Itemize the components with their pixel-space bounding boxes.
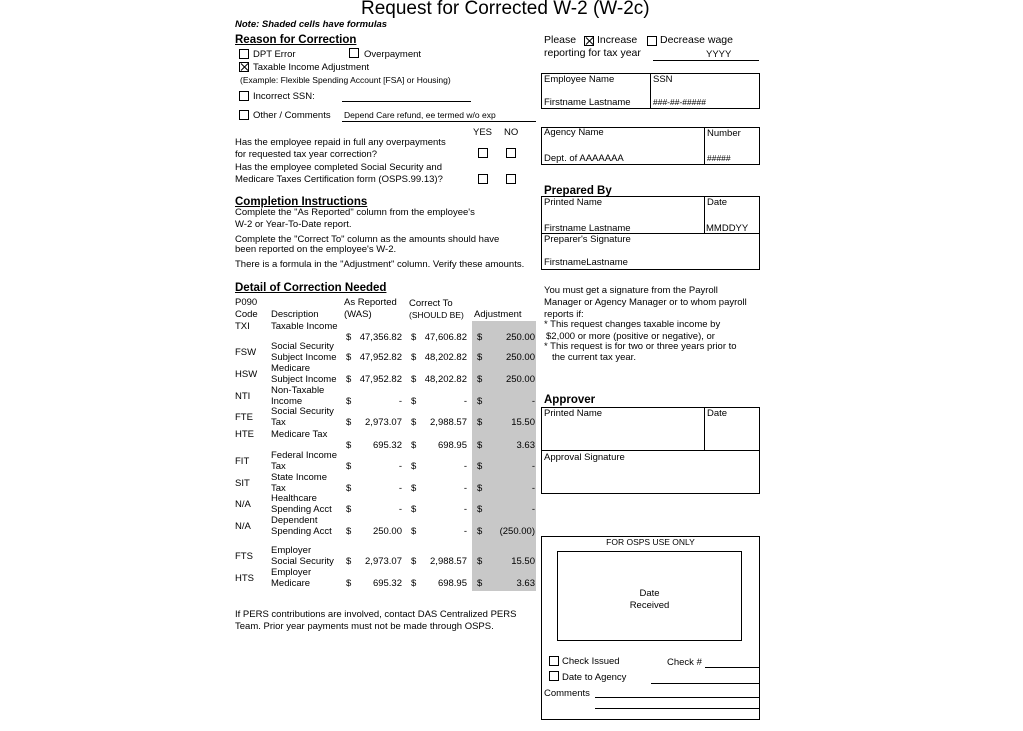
row-code: HTS — [235, 573, 254, 584]
row-description-2: Spending Acct — [271, 504, 332, 515]
decrease-label: Decrease wage — [660, 34, 733, 46]
reason-heading: Reason for Correction — [235, 34, 357, 46]
agency-name-value[interactable]: Dept. of AAAAAAA — [544, 153, 624, 164]
row-correct-to-value[interactable]: 48,202.82 — [424, 374, 467, 385]
other-label: Other / Comments — [253, 110, 331, 121]
question-cert-line1: Has the employee completed Social Security and — [235, 162, 443, 173]
row-as-reported-dollar: $ — [346, 526, 352, 537]
row-code: NTI — [235, 391, 251, 402]
prepared-printed-name-label: Printed Name — [544, 197, 603, 208]
row-as-reported-value[interactable]: - — [398, 461, 402, 472]
dpt-error-checkbox[interactable] — [239, 49, 249, 59]
row-correct-to-value[interactable]: - — [463, 461, 467, 472]
col-was: (WAS) — [344, 309, 372, 320]
row-description-1: Medicare Tax — [271, 429, 328, 440]
row-as-reported-dollar: $ — [346, 374, 352, 385]
increase-checkbox[interactable] — [584, 36, 594, 46]
prepared-date-label: Date — [707, 197, 728, 208]
row-correct-to-dollar: $ — [411, 440, 417, 451]
row-description-2: Income — [271, 396, 303, 407]
row-correct-to-dollar: $ — [411, 504, 417, 515]
employee-name-label: Employee Name — [544, 74, 615, 85]
row-as-reported-dollar: $ — [346, 504, 352, 515]
ssn-label: SSN — [653, 74, 673, 85]
dpt-error-label: DPT Error — [253, 49, 296, 60]
row-description-2: Spending Acct — [271, 526, 332, 537]
row-as-reported-value[interactable]: 47,952.82 — [359, 374, 402, 385]
row-adjustment-value[interactable]: - — [531, 483, 535, 494]
row-description-1: Federal Income — [271, 450, 338, 461]
comments-label: Comments — [544, 688, 590, 699]
row-adjustment-value[interactable]: 15.50 — [511, 417, 535, 428]
row-code: FTS — [235, 551, 253, 562]
approver-divider — [704, 407, 705, 451]
row-adjustment-dollar: $ — [477, 417, 483, 428]
row-correct-to-dollar: $ — [411, 352, 417, 363]
row-adjustment-dollar: $ — [477, 461, 483, 472]
row-correct-to-dollar: $ — [411, 461, 417, 472]
example-text: (Example: Flexible Spending Account [FSA] or Housing) — [240, 75, 451, 85]
row-correct-to-dollar: $ — [411, 332, 417, 343]
check-issued-checkbox[interactable] — [549, 656, 559, 666]
preparer-signature-value[interactable]: FirstnameLastname — [544, 257, 628, 268]
incorrect-ssn-label: Incorrect SSN: — [253, 91, 315, 102]
row-code: N/A — [235, 499, 251, 510]
check-number-field[interactable] — [705, 667, 759, 668]
completion-line3: Complete the "Correct To" column as the amounts should have — [235, 234, 500, 245]
row-adjustment-value[interactable]: 250.00 — [505, 332, 535, 343]
row-description-2: Subject Income — [271, 374, 337, 385]
row-adjustment-dollar: $ — [477, 396, 483, 407]
completion-line2: W-2 or Year-To-Date report. — [235, 219, 352, 230]
col-code: Code — [235, 309, 258, 320]
prepared-name-value[interactable]: Firstname Lastname — [544, 223, 631, 234]
row-adjustment-value[interactable]: - — [531, 504, 535, 515]
row-as-reported-value[interactable]: - — [398, 396, 402, 407]
q2-no-checkbox[interactable] — [506, 174, 516, 184]
row-code: HSW — [235, 369, 258, 380]
row-adjustment-dollar: $ — [477, 526, 483, 537]
employee-name-value[interactable]: Firstname Lastname — [544, 97, 631, 108]
other-checkbox[interactable] — [239, 110, 249, 120]
row-description-1: Medicare — [271, 363, 311, 374]
col-correct-to: Correct To — [409, 298, 453, 309]
row-correct-to-value[interactable]: - — [463, 396, 467, 407]
row-code: SIT — [235, 478, 250, 489]
row-correct-to-dollar: $ — [411, 374, 417, 385]
ssn-value[interactable]: ###-##-##### — [653, 97, 706, 107]
row-adjustment-dollar: $ — [477, 483, 483, 494]
employee-divider — [650, 73, 651, 109]
signature-note-3: reports if: — [544, 309, 584, 320]
row-code: TXI — [235, 321, 250, 332]
date-received-label-2: Received — [629, 600, 670, 611]
row-description-2: Subject Income — [271, 352, 337, 363]
row-description-1: Employer — [271, 567, 312, 578]
taxable-income-adj-label: Taxable Income Adjustment — [253, 62, 370, 73]
col-description: Description — [271, 309, 319, 320]
date-to-agency-label: Date to Agency — [562, 672, 627, 683]
row-as-reported-value[interactable]: 695.32 — [372, 440, 402, 451]
row-adjustment-dollar: $ — [477, 440, 483, 451]
detail-heading: Detail of Correction Needed — [235, 282, 387, 294]
row-adjustment-value[interactable]: (250.00) — [499, 526, 535, 537]
check-issued-label: Check Issued — [562, 656, 620, 667]
row-correct-to-dollar: $ — [411, 417, 417, 428]
signature-note-7: the current tax year. — [552, 352, 636, 363]
row-as-reported-dollar: $ — [346, 578, 352, 589]
row-as-reported-dollar: $ — [346, 396, 352, 407]
signature-note-6: * This request is for two or three years prior to — [544, 341, 737, 352]
row-description-1: Social Security — [271, 341, 334, 352]
pers-note-line2: Team. Prior year payments must not be made through OSPS. — [235, 621, 494, 632]
row-as-reported-value[interactable]: 695.32 — [372, 578, 402, 589]
date-received-label-1: Date — [639, 588, 660, 599]
overpayment-label: Overpayment — [364, 49, 422, 60]
increase-label: Increase — [597, 34, 638, 46]
check-number-label: Check # — [667, 657, 702, 668]
row-adjustment-value[interactable]: 3.63 — [516, 440, 535, 451]
preparer-signature-label: Preparer's Signature — [544, 234, 631, 245]
completion-line4: been reported on the employee's W-2. — [235, 244, 397, 255]
prepared-by-heading: Prepared By — [544, 185, 612, 197]
row-as-reported-dollar: $ — [346, 417, 352, 428]
row-adjustment-dollar: $ — [477, 374, 483, 385]
col-as-reported: As Reported — [344, 297, 397, 308]
agency-divider — [704, 127, 705, 165]
row-description-1: State Income — [271, 472, 327, 483]
row-correct-to-dollar: $ — [411, 483, 417, 494]
signature-note-1: You must get a signature from the Payroll — [544, 285, 718, 296]
approval-signature-label: Approval Signature — [544, 452, 625, 463]
row-correct-to-dollar: $ — [411, 556, 417, 567]
row-adjustment-value[interactable]: 3.63 — [516, 578, 535, 589]
row-adjustment-value[interactable]: 250.00 — [505, 374, 535, 385]
date-to-agency-field[interactable] — [651, 683, 759, 684]
prepared-date-value[interactable]: MMDDYY — [706, 223, 749, 234]
completion-line1: Complete the "As Reported" column from the employee's — [235, 207, 475, 218]
row-code: FSW — [235, 347, 257, 358]
row-correct-to-value[interactable]: - — [463, 504, 467, 515]
row-correct-to-dollar: $ — [411, 578, 417, 589]
other-comments-value[interactable]: Depend Care refund, ee termed w/o exp — [344, 110, 496, 120]
question-repaid-line1: Has the employee repaid in full any overpayments — [235, 137, 446, 148]
approver-date-label: Date — [707, 408, 728, 419]
row-as-reported-dollar: $ — [346, 440, 352, 451]
row-description-2: Social Security — [271, 556, 334, 567]
incorrect-ssn-field[interactable] — [342, 101, 471, 102]
prepared-divider — [704, 196, 705, 234]
please-label: Please — [544, 34, 577, 46]
row-as-reported-dollar: $ — [346, 483, 352, 494]
signature-note-4: * This request changes taxable income by — [544, 319, 721, 330]
row-adjustment-value[interactable]: 15.50 — [511, 556, 535, 567]
pers-note-line1: If PERS contributions are involved, contact DAS Centralized PERS — [235, 609, 517, 620]
q1-yes-checkbox[interactable] — [478, 148, 488, 158]
row-description-1: Non-Taxable — [271, 385, 325, 396]
row-adjustment-dollar: $ — [477, 578, 483, 589]
shaded-note: Note: Shaded cells have formulas — [235, 19, 388, 30]
row-as-reported-dollar: $ — [346, 556, 352, 567]
overpayment-checkbox[interactable] — [349, 48, 359, 58]
col-p090: P090 — [235, 297, 258, 308]
row-correct-to-value[interactable]: 48,202.82 — [424, 352, 467, 363]
col-should-be: (SHOULD BE) — [409, 310, 464, 320]
row-correct-to-value[interactable]: 2,988.57 — [430, 556, 467, 567]
row-as-reported-value[interactable]: 2,973.07 — [365, 417, 402, 428]
row-code: FIT — [235, 456, 250, 467]
tax-year-line — [653, 60, 759, 61]
row-adjustment-value[interactable]: 250.00 — [505, 352, 535, 363]
row-as-reported-value[interactable]: 47,356.82 — [359, 332, 402, 343]
row-as-reported-value[interactable]: 2,973.07 — [365, 556, 402, 567]
row-correct-to-value[interactable]: - — [463, 526, 467, 537]
signature-note-5: $2,000 or more (positive or negative), or — [546, 331, 715, 342]
q2-yes-checkbox[interactable] — [478, 174, 488, 184]
approver-hline — [541, 450, 760, 451]
row-adjustment-dollar: $ — [477, 332, 483, 343]
row-correct-to-dollar: $ — [411, 526, 417, 537]
row-description-1: Dependent — [271, 515, 318, 526]
row-as-reported-dollar: $ — [346, 352, 352, 363]
row-description-1: Taxable Income — [271, 321, 338, 332]
row-adjustment-value[interactable]: - — [531, 461, 535, 472]
yes-header: YES — [473, 127, 493, 138]
no-header: NO — [504, 127, 519, 138]
completion-line5: There is a formula in the "Adjustment" column. Verify these amounts. — [235, 259, 525, 270]
row-description-1: Social Security — [271, 406, 334, 417]
row-as-reported-dollar: $ — [346, 461, 352, 472]
row-as-reported-value[interactable]: 47,952.82 — [359, 352, 402, 363]
row-as-reported-value[interactable]: 250.00 — [372, 526, 402, 537]
row-description-1: Healthcare — [271, 493, 317, 504]
completion-heading: Completion Instructions — [235, 196, 368, 208]
q1-no-checkbox[interactable] — [506, 148, 516, 158]
other-comments-line — [342, 121, 536, 122]
row-code: HTE — [235, 429, 254, 440]
row-as-reported-value[interactable]: - — [398, 504, 402, 515]
date-to-agency-checkbox[interactable] — [549, 671, 559, 681]
row-description-2: Tax — [271, 417, 286, 428]
row-description-1: Employer — [271, 545, 312, 556]
row-adjustment-dollar: $ — [477, 504, 483, 515]
row-as-reported-dollar: $ — [346, 332, 352, 343]
row-correct-to-value[interactable]: 47,606.82 — [424, 332, 467, 343]
osps-label: FOR OSPS USE ONLY — [606, 537, 695, 547]
approver-printed-name-label: Printed Name — [544, 408, 603, 419]
row-description-2: Tax — [271, 461, 286, 472]
number-value[interactable]: ##### — [707, 153, 731, 163]
number-label: Number — [707, 128, 741, 139]
row-correct-to-value[interactable]: 2,988.57 — [430, 417, 467, 428]
tax-year-value[interactable]: YYYY — [706, 49, 732, 60]
col-adjustment: Adjustment — [474, 309, 522, 320]
taxable-income-adj-checkbox[interactable] — [239, 62, 249, 72]
row-correct-to-dollar: $ — [411, 396, 417, 407]
decrease-checkbox[interactable] — [647, 36, 657, 46]
question-repaid-line2: for requested tax year correction? — [235, 149, 378, 160]
row-adjustment-dollar: $ — [477, 556, 483, 567]
row-description-2: Medicare — [271, 578, 311, 589]
reporting-label: reporting for tax year — [544, 47, 641, 59]
incorrect-ssn-checkbox[interactable] — [239, 91, 249, 101]
row-code: FTE — [235, 412, 253, 423]
question-cert-line2: Medicare Taxes Certification form (OSPS.99.13)? — [235, 174, 443, 185]
row-correct-to-value[interactable]: 698.95 — [437, 578, 467, 589]
agency-name-label: Agency Name — [544, 127, 604, 138]
row-correct-to-value[interactable]: 698.95 — [437, 440, 467, 451]
row-adjustment-value[interactable]: - — [531, 396, 535, 407]
signature-note-2: Manager or Agency Manager or to whom payroll — [544, 297, 747, 308]
row-code: N/A — [235, 521, 251, 532]
row-correct-to-value[interactable]: - — [463, 483, 467, 494]
comments-field-1[interactable] — [595, 697, 759, 698]
row-as-reported-value[interactable]: - — [398, 483, 402, 494]
row-description-2: Tax — [271, 483, 286, 494]
comments-field-2[interactable] — [595, 708, 759, 709]
approver-heading: Approver — [544, 394, 596, 406]
row-adjustment-dollar: $ — [477, 352, 483, 363]
page-title: Request for Corrected W-2 (W-2c) — [361, 0, 650, 19]
